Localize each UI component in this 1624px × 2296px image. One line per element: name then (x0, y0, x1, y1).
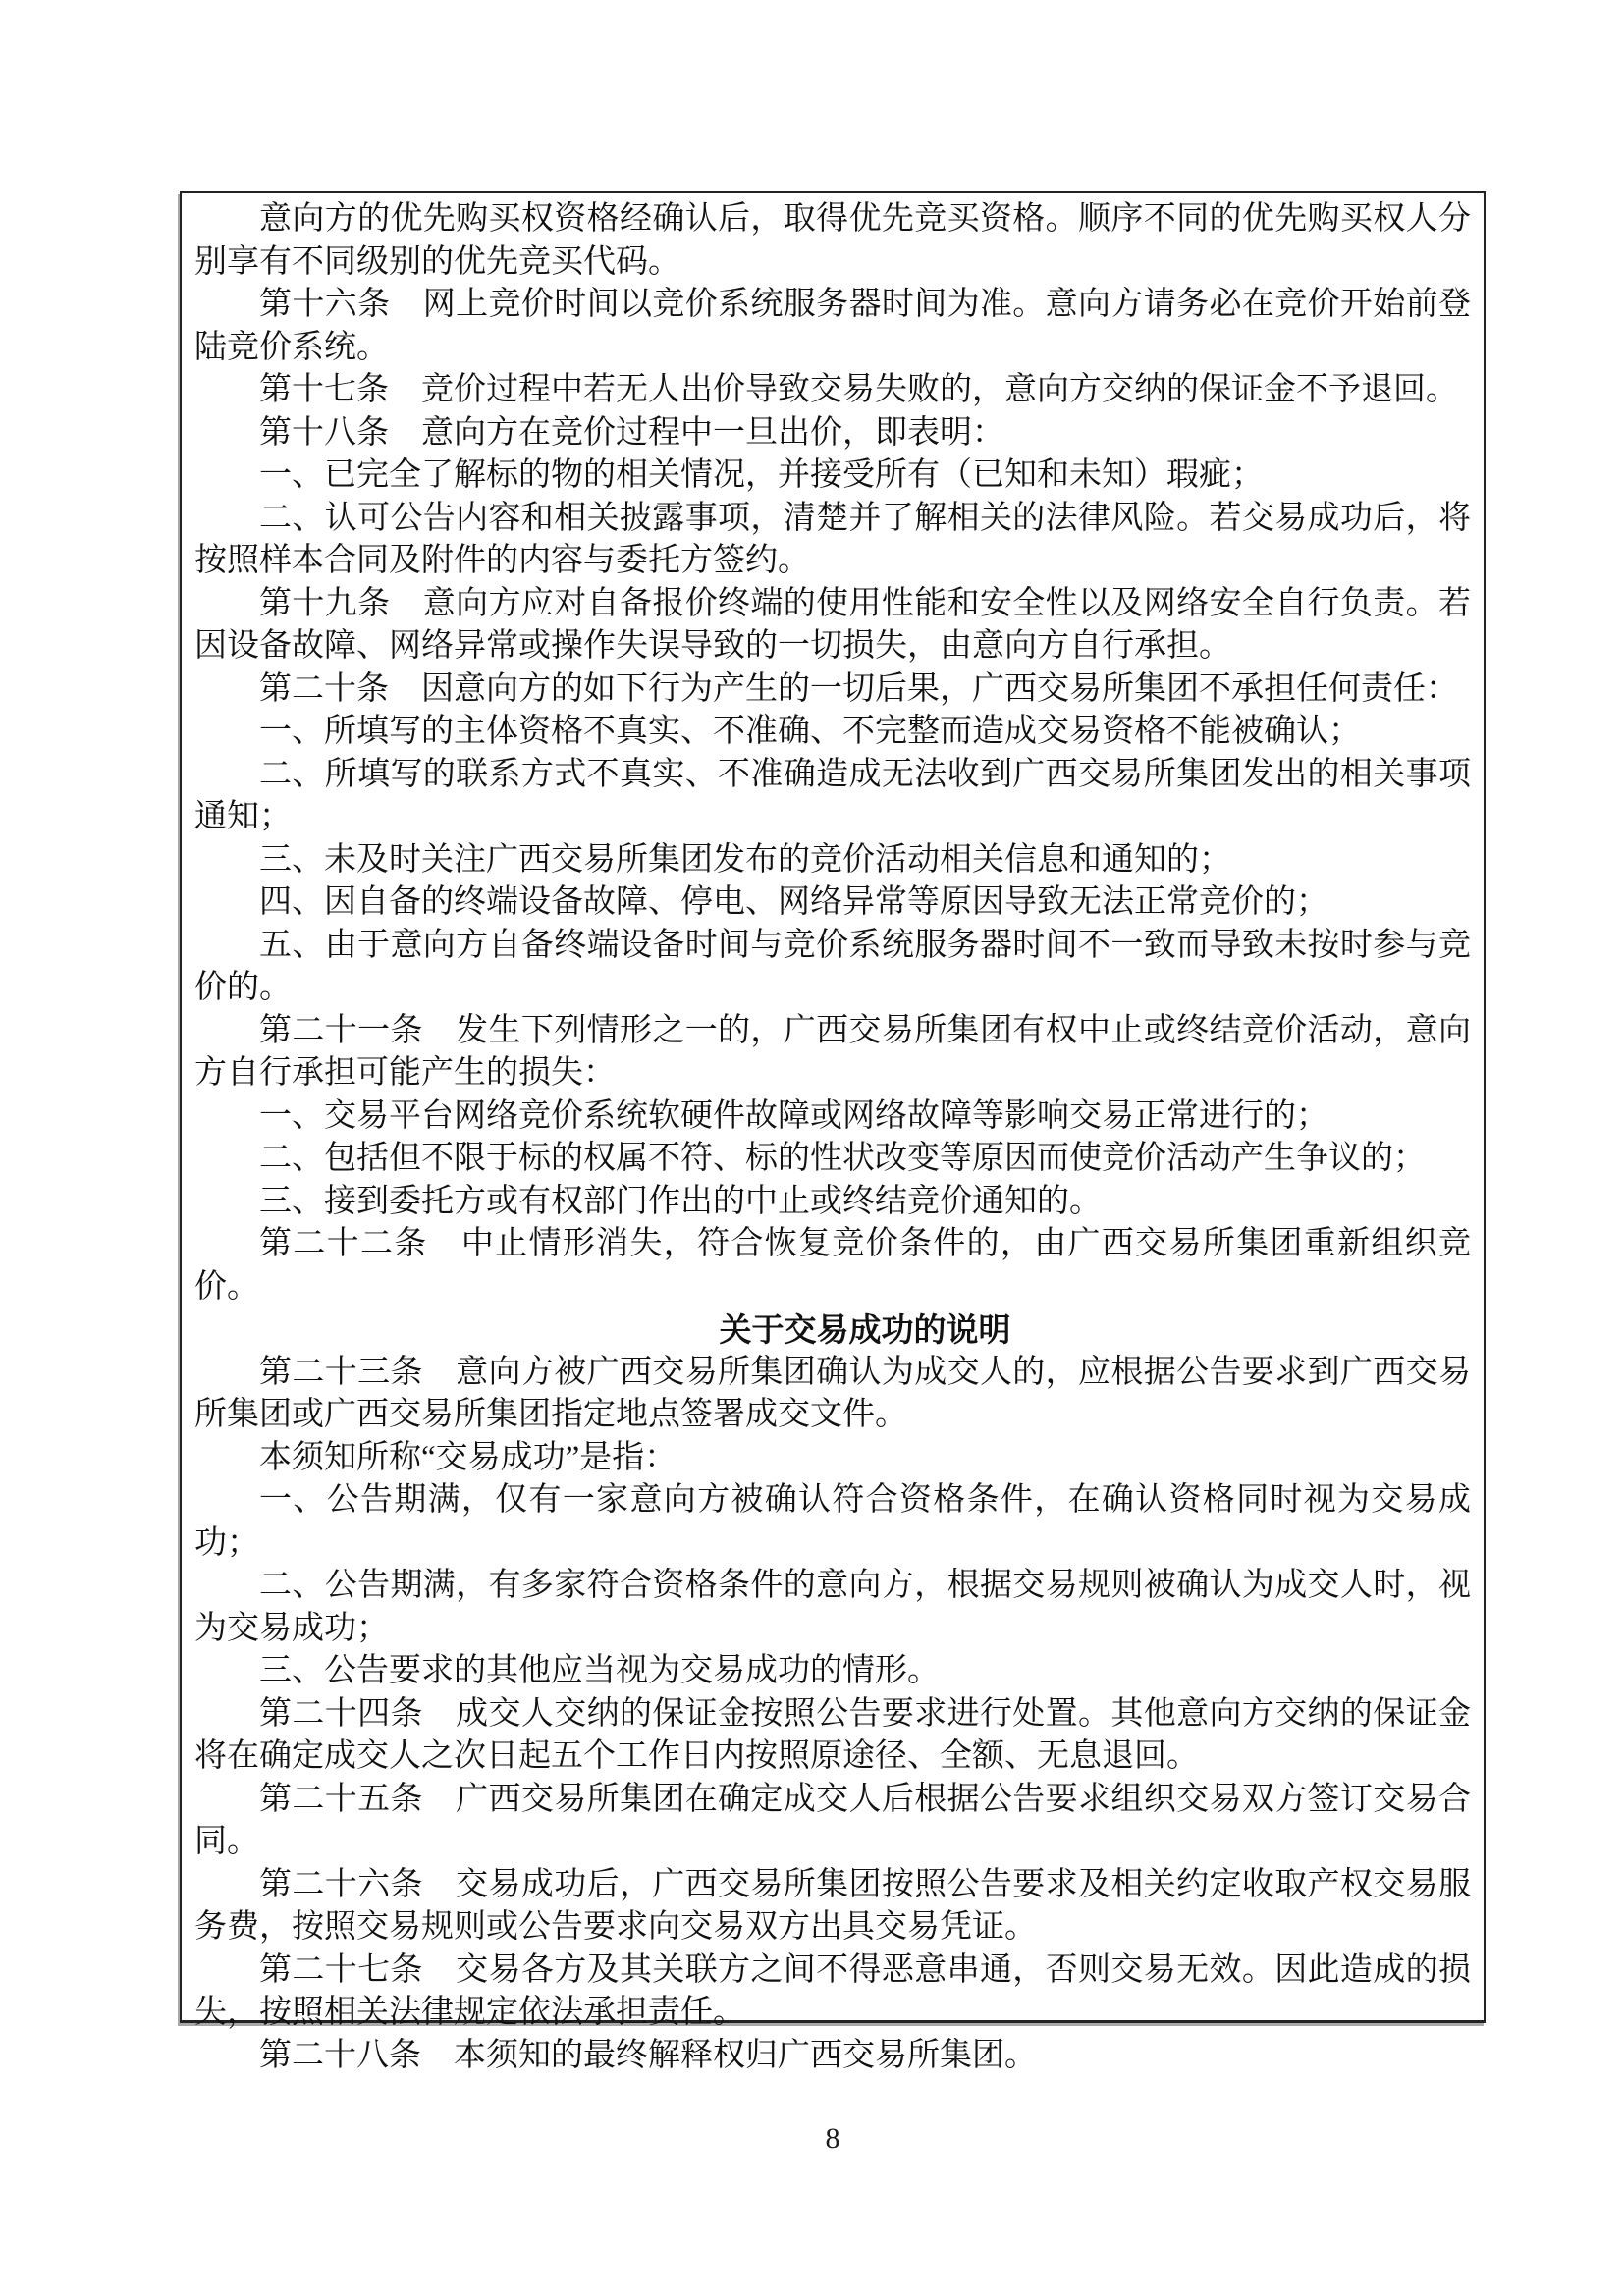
paragraph: 四、因自备的终端设备故障、停电、网络异常等原因导致无法正常竞价的； (259, 884, 1328, 920)
section-heading: 关于交易成功的说明 (719, 1311, 1011, 1348)
page-number: 8 (825, 2122, 840, 2155)
paragraph: 本须知所称“交易成功”是指： (259, 1439, 677, 1475)
paragraph: 第二十五条 广西交易所集团在确定成交人后根据公告要求组织交易双方签订交易合同。 (194, 1781, 1471, 1859)
paragraph: 三、公告要求的其他应当视为交易成功的情形。 (259, 1653, 940, 1688)
paragraph: 二、认可公告内容和相关披露事项，清楚并了解相关的法律风险。若交易成功后，将按照样本合同及附件的内容与委托方签约。 (194, 500, 1471, 578)
paragraph: 第二十三条 意向方被广西交易所集团确认为成交人的，应根据公告要求到广西交易所集团或广西交易所集团指定地点签署成交文件。 (194, 1354, 1471, 1432)
paragraph: 二、所填写的联系方式不真实、不准确造成无法收到广西交易所集团发出的相关事项通知； (194, 756, 1471, 834)
paragraph: 第二十二条 中止情形消失，符合恢复竞价条件的，由广西交易所集团重新组织竞价。 (194, 1226, 1471, 1305)
paragraph: 第二十一条 发生下列情形之一的，广西交易所集团有权中止或终结竞价活动，意向方自行承担可能产生的损失： (194, 1012, 1471, 1091)
paragraph: 第二十八条 本须知的最终解释权归广西交易所集团。 (259, 2037, 1037, 2073)
paragraph: 三、未及时关注广西交易所集团发布的竞价活动相关信息和通知的； (259, 841, 1231, 878)
paragraph: 第十六条 网上竞价时间以竞价系统服务器时间为准。意向方请务必在竞价开始前登陆竞价系统。 (194, 287, 1471, 365)
paragraph: 第二十七条 交易各方及其关联方之间不得恶意串通，否则交易无效。因此造成的损失，按照相关法律规定依法承担责任。 (194, 1951, 1471, 2030)
paragraph: 一、公告期满，仅有一家意向方被确认符合资格条件，在确认资格同时视为交易成功； (194, 1482, 1471, 1561)
paragraph: 三、接到委托方或有权部门作出的中止或终结竞价通知的。 (259, 1183, 1102, 1219)
paragraph: 第二十条 因意向方的如下行为产生的一切后果，广西交易所集团不承担任何责任： (259, 670, 1458, 707)
paragraph: 第十八条 意向方在竞价过程中一旦出价，即表明： (259, 414, 1004, 451)
paragraph: 五、由于意向方自备终端设备时间与竞价系统服务器时间不一致而导致未按时参与竞价的。 (194, 927, 1471, 1005)
paragraph: 第十九条 意向方应对自备报价终端的使用性能和安全性以及网络安全自行负责。若因设备故障、网络异常或操作失误导致的一切损失，由意向方自行承担。 (194, 585, 1471, 664)
paragraph: 二、公告期满，有多家符合资格条件的意向方，根据交易规则被确认为成交人时，视为交易成功； (194, 1568, 1471, 1646)
paragraph: 一、所填写的主体资格不真实、不准确、不完整而造成交易资格不能被确认； (259, 714, 1361, 749)
document-body (194, 198, 1471, 2077)
terms-table-cell (180, 191, 1486, 2073)
paragraph: 第十七条 竞价过程中若无人出价导致交易失败的，意向方交纳的保证金不予退回。 (259, 372, 1458, 407)
paragraph: 意向方的优先购买权资格经确认后，取得优先竞买资格。顺序不同的优先购买权人分别享有不同级别的优先竞买代码。 (194, 201, 1471, 280)
paragraph: 一、交易平台网络竞价系统软硬件故障或网络故障等影响交易正常进行的； (259, 1097, 1328, 1134)
paragraph: 二、包括但不限于标的权属不符、标的性状改变等原因而使竞价活动产生争议的； (259, 1141, 1426, 1176)
paragraph: 一、已完全了解标的物的相关情况，并接受所有（已知和未知）瑕疵； (259, 457, 1264, 493)
page-footer (180, 2122, 1486, 2156)
paragraph: 第二十六条 交易成功后，广西交易所集团按照公告要求及相关约定收取产权交易服务费，按照交易规则或公告要求向交易双方出具交易凭证。 (194, 1866, 1471, 1945)
paragraph: 第二十四条 成交人交纳的保证金按照公告要求进行处置。其他意向方交纳的保证金将在确定成交人之次日起五个工作日内按照原途径、全额、无息退回。 (194, 1695, 1471, 1774)
